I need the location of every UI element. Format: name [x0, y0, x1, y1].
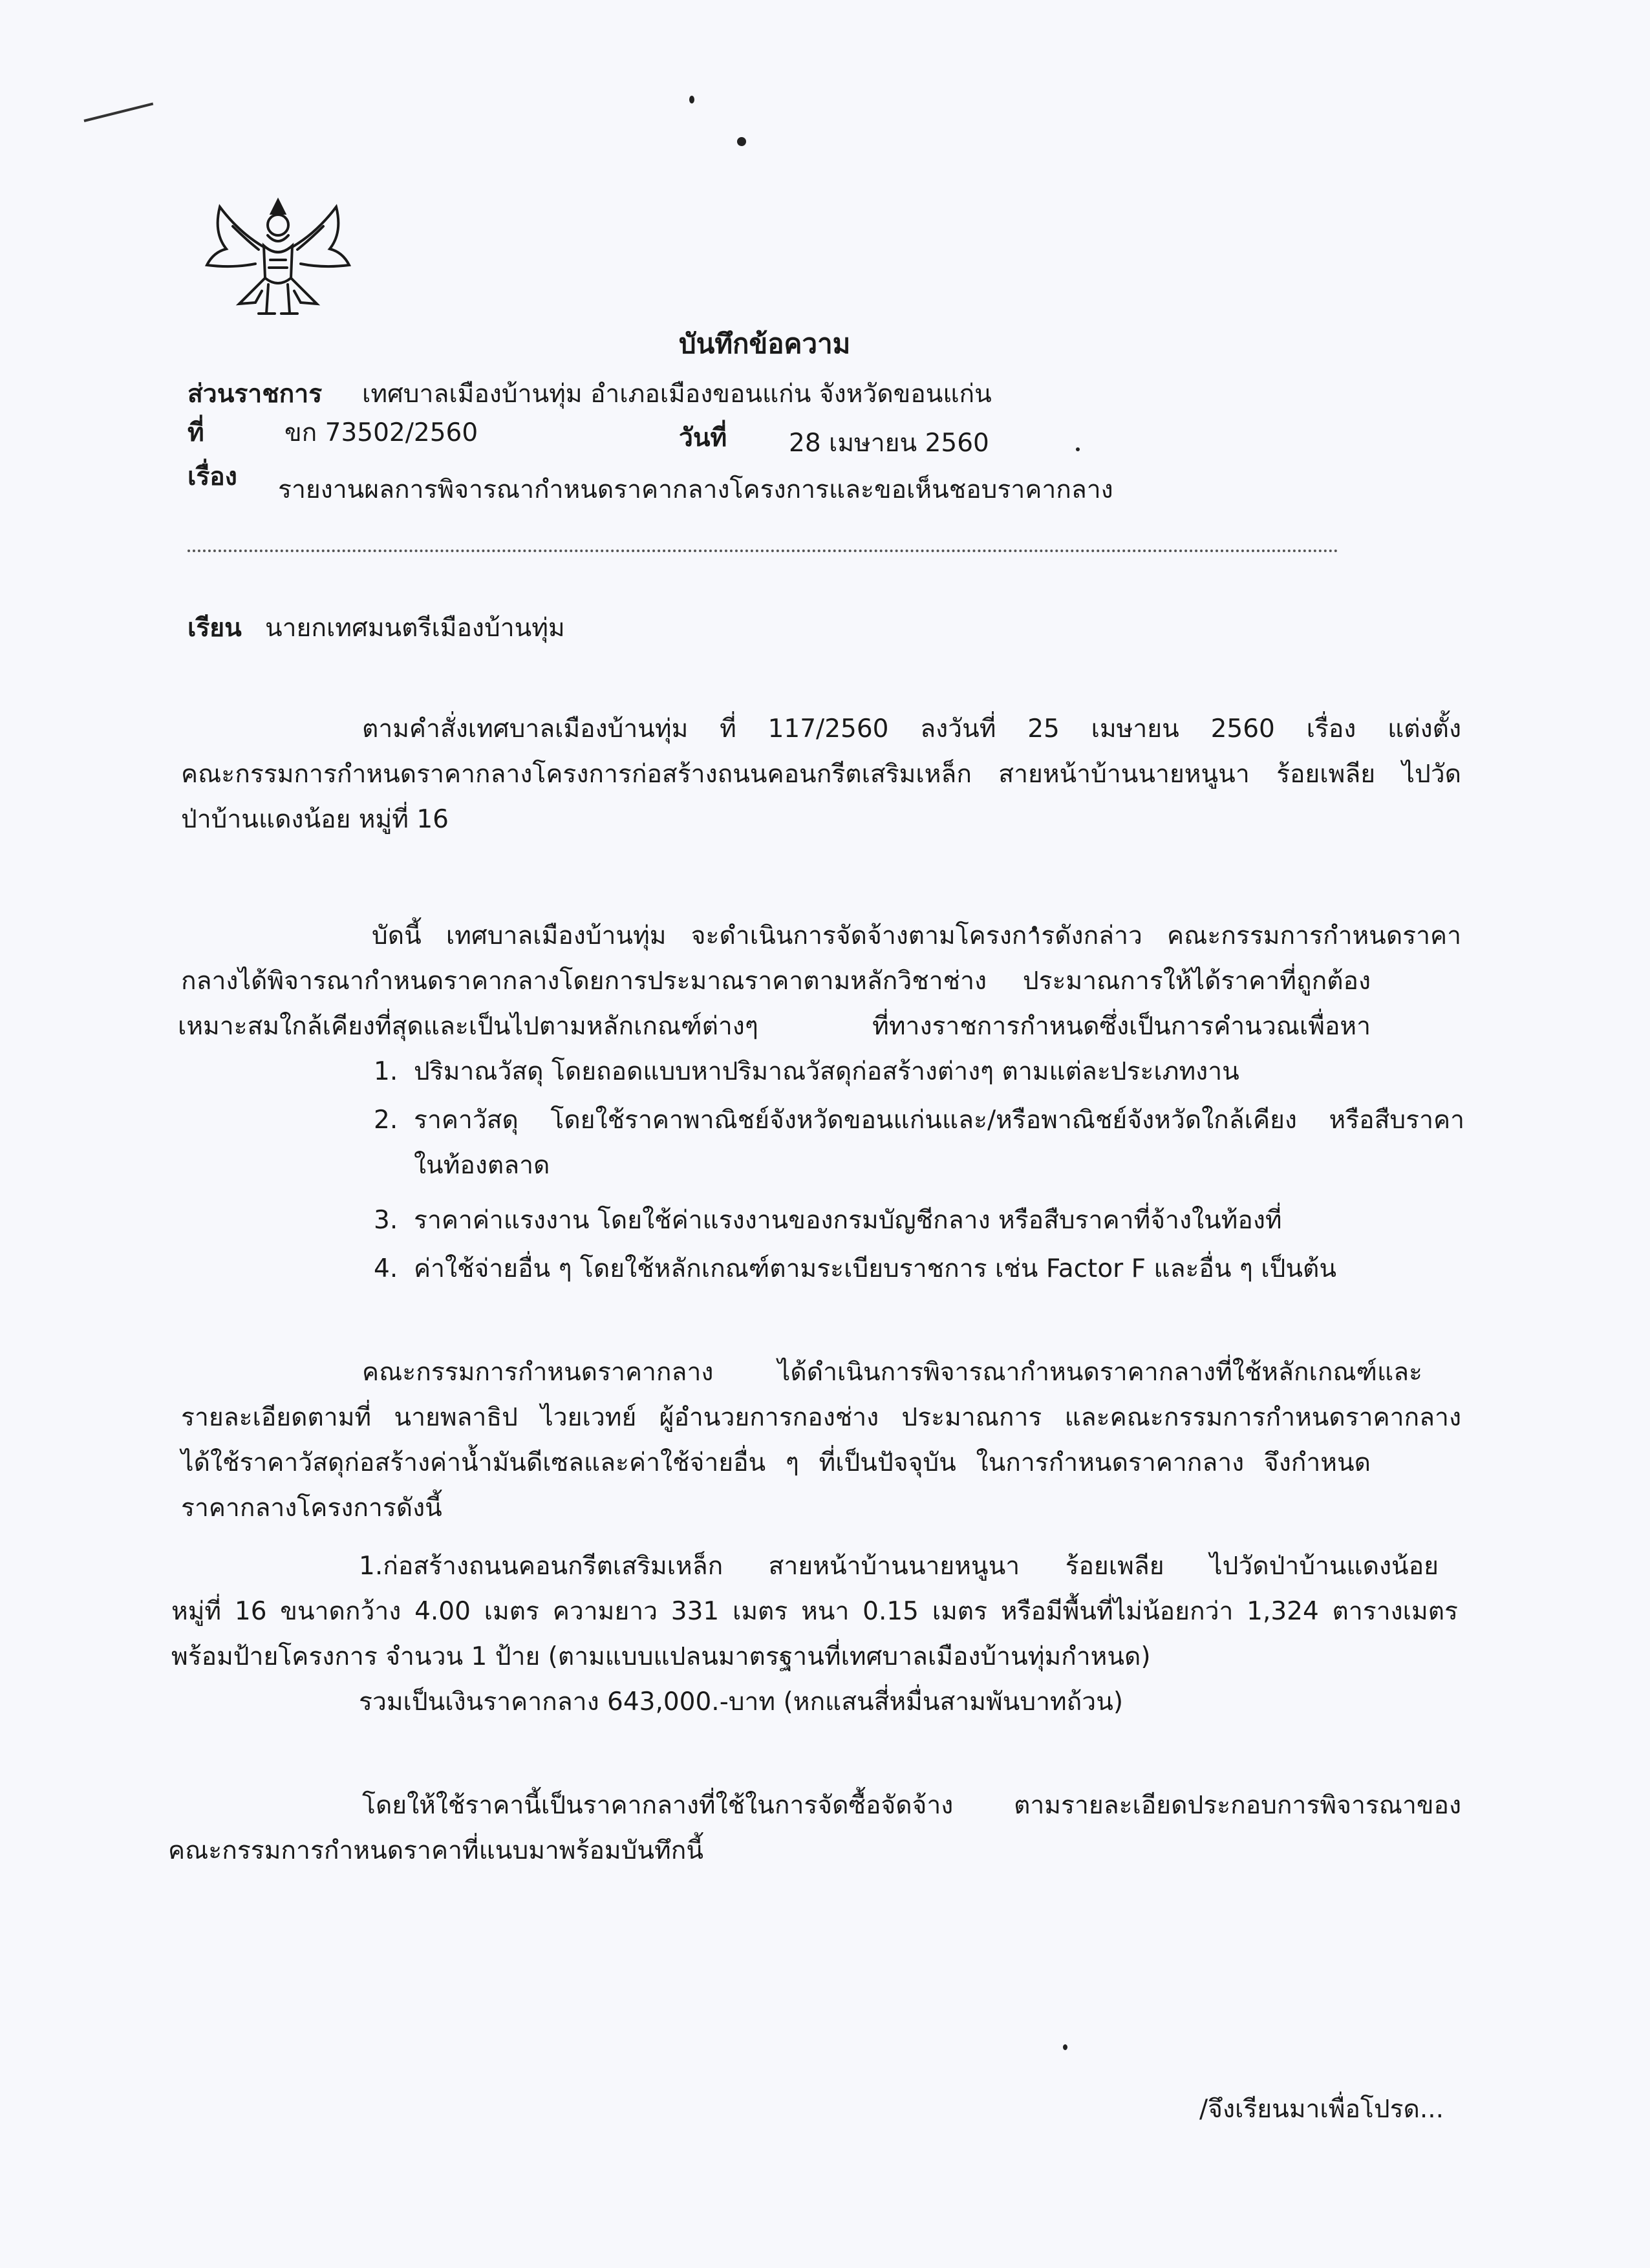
paragraph-line: ราคากลางโครงการดังนี้ [181, 1493, 442, 1523]
pen-mark [84, 102, 154, 122]
ref-label: ที่ [188, 418, 204, 447]
paragraph-line: คณะกรรมการกำหนดราคากลางโครงการก่อสร้างถนนคอนกรีตเสริมเหล็ก สายหน้าบ้านนายหนูนา ร้อยเพลีย ไปวัด [181, 760, 1461, 789]
list-item-continuation: ในท้องตลาด [414, 1151, 550, 1180]
list-item: ราคาค่าแรงงาน โดยใช้ค่าแรงงานของกรมบัญชีกลาง หรือสืบราคาที่จ้างในท้องที่ [414, 1206, 1282, 1235]
project-total: รวมเป็นเงินราคากลาง 643,000.-บาท (หกแสนสี่หมื่นสามพันบาทถ้วน) [359, 1687, 1124, 1717]
project-line: 1.ก่อสร้างถนนคอนกรีตเสริมเหล็ก สายหน้าบ้านนายหนูนา ร้อยเพลีย ไปวัดป่าบ้านแดงน้อย [359, 1552, 1439, 1581]
agency-value: เทศบาลเมืองบ้านทุ่ม อำเภอเมืองขอนแก่น จังหวัดขอนแก่น [362, 380, 992, 409]
subject-value: รายงานผลการพิจารณากำหนดราคากลางโครงการและขอเห็นชอบราคากลาง [278, 475, 1113, 504]
date-label: วันที่ [679, 423, 727, 453]
to-value: นายกเทศมนตรีเมืองบ้านทุ่ม [265, 614, 565, 643]
paragraph-line: ตามคำสั่งเทศบาลเมืองบ้านทุ่ม ที่ 117/2560 ลงวันที่ 25 เมษายน 2560 เรื่อง แต่งตั้ง [362, 714, 1461, 744]
paragraph-line: คณะกรรมการกำหนดราคาที่แนบมาพร้อมบันทึกนี้ [168, 1836, 703, 1865]
scan-speck [1063, 2044, 1067, 2050]
paragraph-line: บัดนี้ เทศบาลเมืองบ้านทุ่ม จะดำเนินการจัดจ้างตามโครงการดังกล่าว คณะกรรมการกำหนดราคา [372, 921, 1461, 950]
scan-speck [689, 96, 694, 103]
project-line: หมู่ที่ 16 ขนาดกว้าง 4.00 เมตร ความยาว 331 เมตร หนา 0.15 เมตร หรือมีพื้นที่ไม่น้อยกว่า 1,324 ตารางเมตร [171, 1597, 1458, 1626]
list-item: ราคาวัสดุ โดยใช้ราคาพาณิชย์จังหวัดขอนแก่นและ/หรือพาณิชย์จังหวัดใกล้เคียง หรือสืบราคา [414, 1106, 1464, 1135]
list-number: 1. [374, 1057, 398, 1086]
scan-speck [737, 137, 746, 146]
paragraph-line: รายละเอียดตามที่ นายพลาธิป ไวยเวทย์ ผู้อำนวยการกองช่าง ประมาณการ และคณะกรรมการกำหนดราคากลาง [181, 1403, 1461, 1432]
list-number: 4. [374, 1254, 398, 1283]
list-item: ปริมาณวัสดุ โดยถอดแบบหาปริมาณวัสดุก่อสร้างต่างๆ ตามแต่ละประเภทงาน [414, 1057, 1239, 1086]
list-number: 2. [374, 1106, 398, 1135]
date-value: 28 เมษายน 2560 [789, 429, 989, 458]
memo-title: บันทึกข้อความ [679, 328, 851, 359]
project-line: พร้อมป้ายโครงการ จำนวน 1 ป้าย (ตามแบบแปลนมาตรฐานที่เทศบาลเมืองบ้านทุ่มกำหนด) [171, 1642, 1151, 1671]
list-item: ค่าใช้จ่ายอื่น ๆ โดยใช้หลักเกณฑ์ตามระเบียบราชการ เช่น Factor F และอื่น ๆ เป็นต้น [414, 1254, 1336, 1283]
scan-speck [1076, 447, 1080, 451]
header-divider [188, 550, 1338, 552]
garuda-emblem-icon [194, 187, 362, 323]
paragraph-line: ป่าบ้านแดงน้อย หมู่ที่ 16 [181, 805, 449, 834]
subject-label: เรื่อง [188, 462, 237, 491]
paragraph-line: โดยให้ใช้ราคานี้เป็นราคากลางที่ใช้ในการจัดซื้อจัดจ้าง ตามรายละเอียดประกอบการพิจารณาของ [362, 1791, 1461, 1820]
continuation-note: /จึงเรียนมาเพื่อโปรด... [1199, 2095, 1444, 2124]
to-label: เรียน [188, 614, 242, 643]
paragraph-line: กลางได้พิจารณากำหนดราคากลางโดยการประมาณราคาตามหลักวิชาช่าง ประมาณการให้ได้ราคาที่ถูกต้อง [181, 967, 1371, 996]
paragraph-line: คณะกรรมการกำหนดราคากลาง ได้ดำเนินการพิจารณากำหนดราคากลางที่ใช้หลักเกณฑ์และ [362, 1358, 1422, 1387]
paragraph-line: เหมาะสมใกล้เคียงที่สุดและเป็นไปตามหลักเกณฑ์ต่างๆ ที่ทางราชการกำหนดซึ่งเป็นการคำนวณเพื่อหา [178, 1012, 1371, 1041]
list-number: 3. [374, 1206, 398, 1235]
ref-value: ขก 73502/2560 [284, 418, 478, 447]
paragraph-line: ได้ใช้ราคาวัสดุก่อสร้างค่าน้ำมันดีเซลและค่าใช้จ่ายอื่น ๆ ที่เป็นปัจจุบัน ในการกำหนดราคากลาง จึงกำหนด [181, 1448, 1371, 1477]
agency-label: ส่วนราชการ [188, 380, 323, 409]
